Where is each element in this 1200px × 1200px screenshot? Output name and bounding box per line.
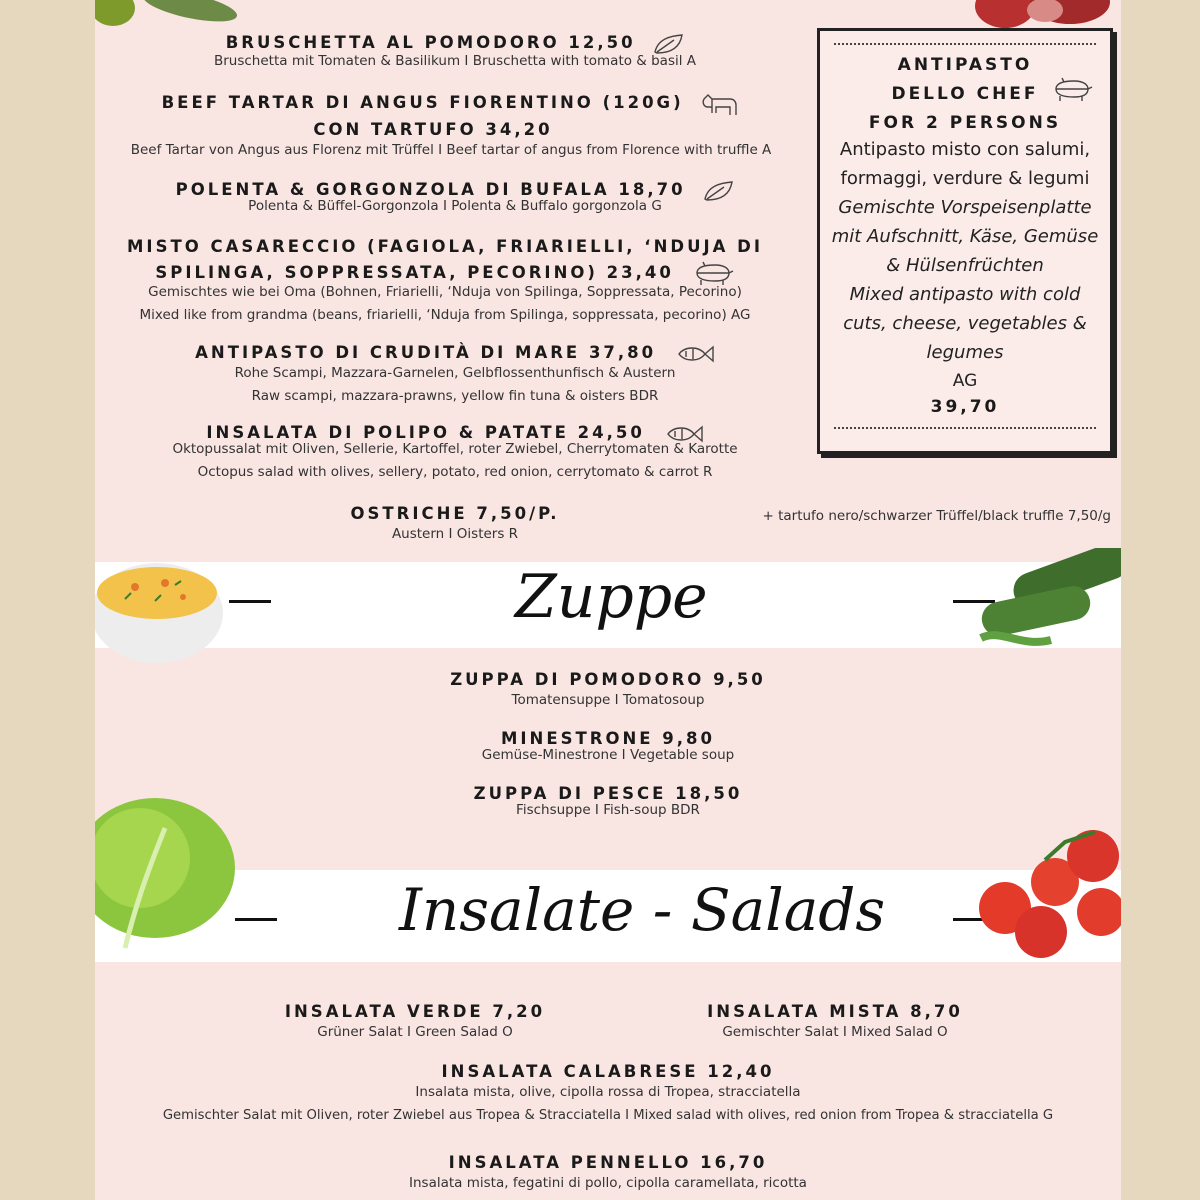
chef-italian: Antipasto misto con salumi,	[839, 139, 1091, 160]
item-title: INSALATA PENNELLO 16,70	[448, 1153, 768, 1172]
chef-german: & Hülsenfrüchten	[886, 255, 1044, 276]
cow-icon	[700, 91, 740, 117]
chef-english: Mixed antipasto with cold	[849, 284, 1081, 305]
header-rule	[229, 600, 271, 603]
item-description: Bruschetta mit Tomaten & Basilikum I Bruschetta with tomato & basil A	[213, 53, 697, 69]
menu-item-zuppa-pomodoro	[308, 667, 908, 712]
item-description: Gemischtes wie bei Oma (Bohnen, Friarielli, ‘Nduja von Spilinga, Soppressata, Pecorino)	[148, 283, 742, 300]
lettuce-illustration	[95, 788, 255, 968]
fish-icon	[673, 342, 715, 366]
menu-item-insalata-polipo	[135, 420, 775, 484]
item-title: MINESTRONE 9,80	[500, 729, 716, 748]
item-description: Grüner Salat I Green Salad O	[317, 1024, 513, 1040]
leaf-icon	[702, 180, 734, 202]
menu-item-insalata-verde	[205, 999, 625, 1044]
chef-special-box	[817, 28, 1113, 454]
item-description: Fischsuppe I Fish-soup BDR	[516, 802, 700, 818]
item-title: OSTRICHE 7,50/P.	[350, 504, 560, 523]
menu-item-zuppa-pesce	[308, 781, 908, 822]
dotted-divider	[834, 43, 1096, 47]
chef-german: Gemischte Vorspeisenplatte	[838, 197, 1092, 218]
menu-item-insalata-calabrese	[95, 1059, 1121, 1127]
menu-item-minestrone	[308, 726, 908, 767]
item-title-continued: SPILINGA, SOPPRESSATA, PECORINO) 23,40	[155, 263, 674, 282]
item-title: ZUPPA DI PESCE 18,50	[473, 784, 743, 803]
chef-price: 39,70	[930, 397, 1000, 417]
item-title: INSALATA MISTA 8,70	[707, 1002, 963, 1021]
chef-german: mit Aufschnitt, Käse, Gemüse	[831, 226, 1099, 247]
chef-allergens: AG	[952, 371, 978, 391]
item-description: Gemischter Salat I Mixed Salad O	[722, 1024, 948, 1040]
item-title: ZUPPA DI POMODORO 9,50	[450, 670, 766, 689]
item-title-continued: CON TARTUFO 34,20	[313, 119, 553, 139]
chef-italian: formaggi, verdure & legumi	[840, 168, 1090, 189]
item-description: Austern I Oisters R	[391, 526, 519, 542]
olive-branch-illustration	[95, 0, 265, 34]
item-title: POLENTA & GORGONZOLA DI BUFALA 18,70	[175, 180, 686, 199]
menu-page	[95, 0, 1121, 1200]
item-description: Gemischter Salat mit Oliven, roter Zwiebel aus Tropea & Stracciatella I Mixed salad with olives, red onion from Tropea & stracciatella G	[162, 1108, 1054, 1123]
zucchini-illustration	[961, 548, 1121, 666]
item-description: Beef Tartar von Angus aus Florenz mit Trüffel I Beef tartar of angus from Florence with truffle A	[130, 141, 772, 158]
item-title: INSALATA CALABRESE 12,40	[441, 1062, 775, 1081]
item-title: ANTIPASTO DI CRUDITÀ DI MARE 37,80	[195, 343, 657, 362]
item-description: Raw scampi, mazzara-prawns, yellow fin tuna & oisters BDR	[251, 388, 659, 404]
header-rule	[235, 918, 277, 921]
chef-subtitle: FOR 2 PERSONS	[868, 113, 1062, 133]
item-title: BEEF TARTAR DI ANGUS FIORENTINO (120G)	[161, 93, 684, 112]
menu-item-beef-tartar	[95, 90, 807, 162]
menu-item-insalata-pennello	[308, 1150, 908, 1195]
chef-title: ANTIPASTO	[897, 55, 1033, 75]
item-description: Oktopussalat mit Oliven, Sellerie, Kartoffel, roter Zwiebel, Cherrytomaten & Karotte	[172, 441, 738, 457]
menu-item-polenta	[135, 177, 775, 218]
chef-title: DELLO CHEF	[891, 84, 1039, 104]
soup-bowl-illustration	[95, 555, 235, 670]
cherry-tomatoes-illustration	[975, 812, 1121, 968]
item-description: Rohe Scampi, Mazzara-Garnelen, Gelbflossenthunfisch & Austern	[234, 365, 676, 381]
chef-english: legumes	[926, 342, 1004, 363]
menu-item-cruditá-di-mare	[135, 340, 775, 408]
item-description: Tomatensuppe I Tomatosoup	[511, 692, 705, 708]
item-title: BRUSCHETTA AL POMODORO 12,50	[225, 33, 636, 52]
item-title: MISTO CASARECCIO (FAGIOLA, FRIARIELLI, ‘NDUJA DI	[127, 237, 763, 256]
section-heading-insalate: Insalate - Salads	[399, 876, 886, 944]
menu-item-misto-casareccio	[105, 234, 785, 327]
menu-item-ostriche	[275, 501, 635, 546]
item-description: Insalata mista, olive, cipolla rossa di Tropea, stracciatella	[415, 1084, 801, 1100]
section-heading-zuppe: Zuppe	[515, 562, 708, 632]
menu-item-bruschetta	[135, 30, 775, 73]
dotted-divider	[834, 427, 1096, 431]
item-description: Polenta & Büffel-Gorgonzola I Polenta & Buffalo gorgonzola G	[248, 198, 662, 214]
chef-english: cuts, cheese, vegetables &	[843, 313, 1087, 334]
pig-icon	[1050, 77, 1096, 105]
menu-item-insalata-mista	[625, 999, 1045, 1044]
truffle-note: + tartufo nero/schwarzer Trüffel/black truffle 7,50/g	[762, 508, 1111, 524]
item-description: Insalata mista, fegatini di pollo, cipolla caramellata, ricotta	[409, 1175, 807, 1191]
item-description: Octopus salad with olives, sellery, potato, red onion, cerrytomato & carrot R	[197, 464, 713, 480]
item-description: Gemüse-Minestrone I Vegetable soup	[481, 747, 735, 763]
item-title: INSALATA DI POLIPO & PATATE 24,50	[206, 423, 645, 442]
item-title: INSALATA VERDE 7,20	[284, 1002, 546, 1021]
item-description: Mixed like from grandma (beans, friarielli, ‘Nduja from Spilinga, soppressata, pecorino) AG	[139, 306, 751, 323]
